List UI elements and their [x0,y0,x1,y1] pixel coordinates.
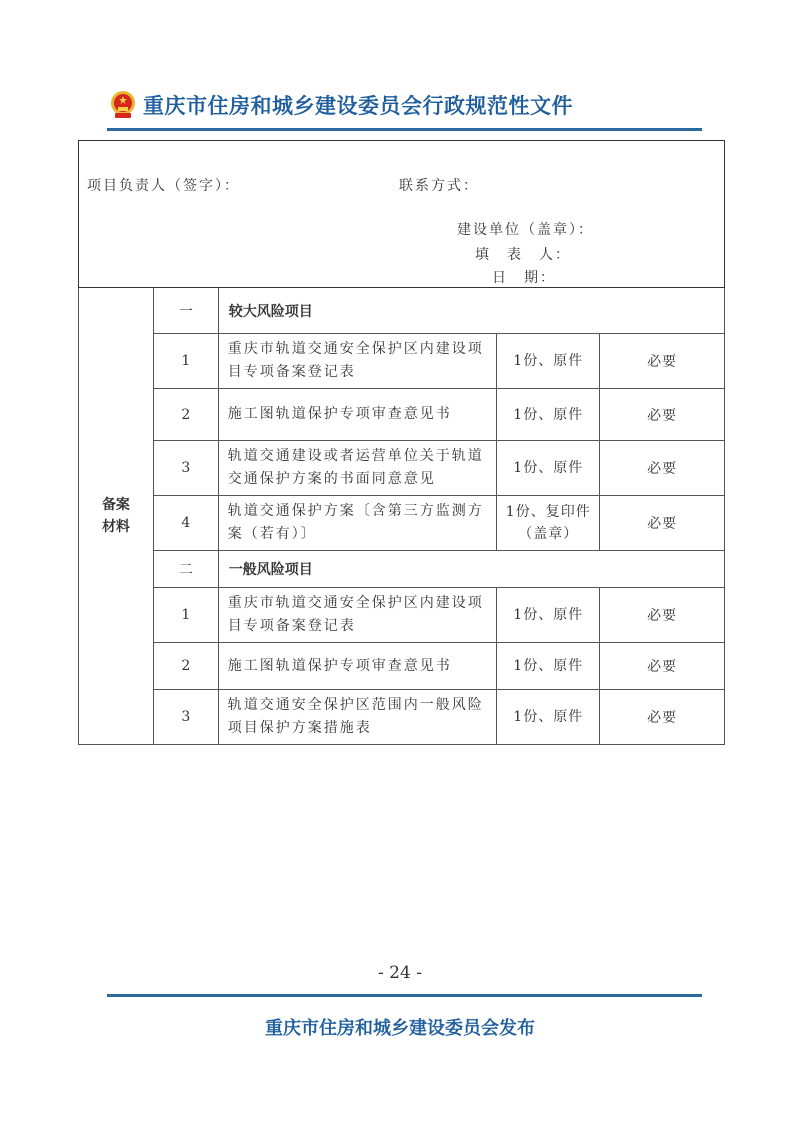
filing-materials-table [78,140,725,745]
header-title: 重庆市住房和城乡建设委员会行政规范性文件 [143,94,573,118]
date-label: 日 期： [492,270,556,286]
table-row: 4 轨道交通保护方案〔含第三方监测方案（若有）〕 1份、复印件（盖章） 必要 [79,496,725,551]
section-row [79,551,725,588]
table-row: 3 轨道交通安全保护区范围内一般风险项目保护方案措施表 1份、原件 必要 [79,690,725,745]
project-lead-label: 项目负责人（签字）： [87,178,240,194]
footer-publisher: 重庆市住房和城乡建设委员会发布 [265,1018,535,1039]
national-emblem-icon [109,90,137,120]
table-row: 3 轨道交通建设或者运营单位关于轨道交通保护方案的书面同意意见 1份、原件 必要 [79,441,725,496]
signature-block [79,141,725,288]
section-index: 二 [153,551,218,588]
table-row: 1 重庆市轨道交通安全保护区内建设项目专项备案登记表 1份、原件 必要 [79,588,725,643]
page-number: - 24 - [378,963,422,983]
table-row: 1 重庆市轨道交通安全保护区内建设项目专项备案登记表 1份、原件 必要 [79,334,725,389]
header-divider [107,128,702,131]
row-label: 备案 材料 [79,288,154,745]
builder-unit-label: 建设单位（盖章）： [457,222,594,238]
contact-label: 联系方式： [399,178,479,194]
table-row: 2 施工图轨道保护专项审查意见书 1份、原件 必要 [79,389,725,441]
section-title: 较大风险项目 [218,288,724,334]
section-row [79,288,725,334]
footer-divider [107,994,702,997]
section-index: 一 [153,288,218,334]
document-header [107,86,702,132]
table-row: 2 施工图轨道保护专项审查意见书 1份、原件 必要 [79,643,725,690]
filler-label: 填 表 人： [475,247,571,263]
section-title: 一般风险项目 [218,551,724,588]
